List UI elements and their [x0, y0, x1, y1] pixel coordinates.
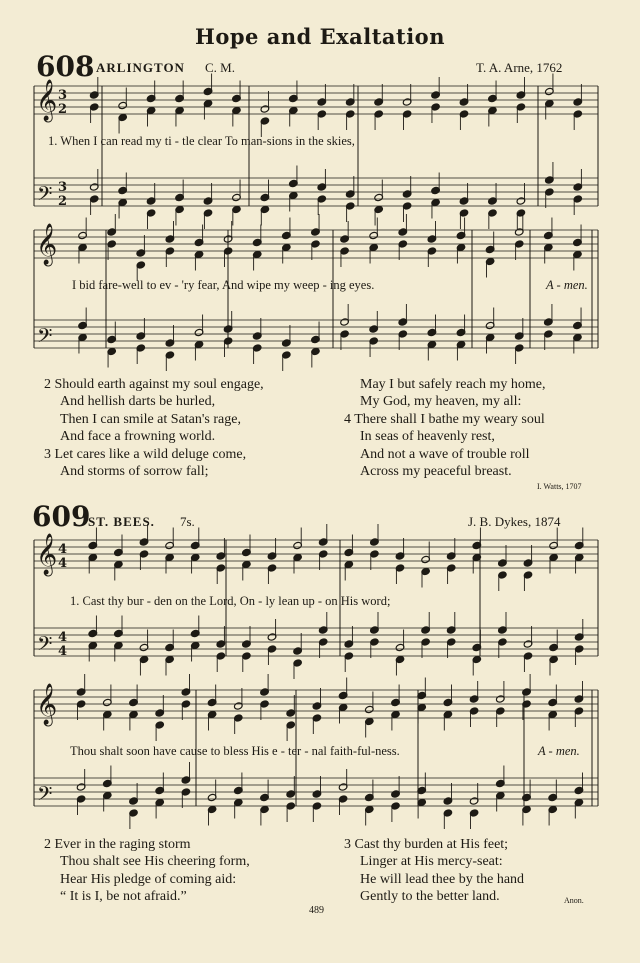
- verse-line: Across my peaceful breast.: [360, 464, 512, 480]
- verses-right: [344, 376, 545, 480]
- meter: 7s.: [180, 514, 195, 529]
- time-signature: 2: [58, 194, 68, 209]
- verse-line: And hellish darts be hurled,: [60, 394, 216, 410]
- verses-left: [44, 836, 250, 906]
- treble-clef: 𝄞: [36, 684, 58, 725]
- bass-clef: 𝄢: [37, 182, 53, 210]
- lyric-line: Thou shalt soon have cause to bless His e - ter - nal faith-ful-ness.: [70, 744, 400, 758]
- amen: A - men.: [546, 278, 588, 292]
- verse-line: 3 Cast thy burden at His feet;: [344, 837, 509, 852]
- bass-clef: 𝄢: [37, 324, 53, 352]
- section-title: Hope and Exaltation: [195, 24, 445, 49]
- verse-line: Hear His pledge of coming aid:: [60, 871, 237, 887]
- verse-line: “ It is I, be not afraid.”: [60, 889, 187, 905]
- tune-name: ARLINGTON: [96, 60, 185, 75]
- time-signature: 4: [58, 644, 68, 659]
- meter: C. M.: [205, 60, 235, 75]
- verses-right: [344, 836, 524, 906]
- verse-line: 3 Let cares like a wild deluge come,: [44, 446, 247, 462]
- page-number: 489: [309, 905, 324, 916]
- verse-line: 4 There shall I bathe my weary soul: [344, 411, 545, 427]
- composer: T. A. Arne, 1762: [476, 60, 563, 75]
- verse-line: And face a frowning world.: [60, 429, 216, 445]
- lyric-line: 1. Cast thy bur - den on the Lord, On - ly lean up - on His word;: [70, 594, 391, 608]
- time-signature: 4: [58, 542, 68, 557]
- verse-line: And not a wave of trouble roll: [360, 446, 530, 462]
- hymn-number: 608: [36, 50, 95, 83]
- lyric-line: 1. When I can read my ti - tle clear To man-sions in the skies,: [48, 134, 355, 148]
- verse-line: 2 Should earth against my soul engage,: [44, 377, 264, 392]
- bass-clef: 𝄢: [37, 782, 53, 810]
- verse-line: Linger at His mercy-seat:: [360, 854, 503, 870]
- tune-name: ST. BEES.: [88, 514, 155, 529]
- attribution: Anon.: [564, 896, 584, 905]
- bass-clef: 𝄢: [37, 632, 53, 660]
- verse-line: Then I can smile at Satan's rage,: [60, 411, 241, 427]
- verse-line: He will lead thee by the hand: [360, 871, 525, 887]
- treble-clef: 𝄞: [36, 534, 58, 575]
- verses-left: [44, 376, 264, 480]
- hymn-number: 609: [32, 500, 91, 533]
- treble-clef: 𝄞: [36, 80, 58, 121]
- time-signature: 4: [58, 630, 68, 645]
- composer: J. B. Dykes, 1874: [468, 514, 561, 529]
- attribution: I. Watts, 1707: [537, 482, 582, 491]
- verse-line: Gently to the better land.: [360, 889, 500, 905]
- amen: A - men.: [538, 744, 580, 758]
- lyric-line: I bid fare-well to ev - 'ry fear, And wipe my weep - ing eyes.: [72, 278, 375, 292]
- time-signature: 2: [58, 102, 68, 117]
- verse-line: My God, my heaven, my all:: [360, 394, 522, 410]
- time-signature: 3: [58, 180, 68, 195]
- time-signature: 4: [58, 556, 68, 571]
- time-signature: 3: [58, 88, 68, 103]
- verse-line: In seas of heavenly rest,: [360, 429, 495, 445]
- verse-line: May I but safely reach my home,: [360, 377, 546, 392]
- treble-clef: 𝄞: [36, 224, 58, 265]
- verse-line: Thou shalt see His cheering form,: [60, 854, 250, 870]
- verse-line: 2 Ever in the raging storm: [44, 837, 191, 852]
- verse-line: And storms of sorrow fall;: [60, 464, 209, 480]
